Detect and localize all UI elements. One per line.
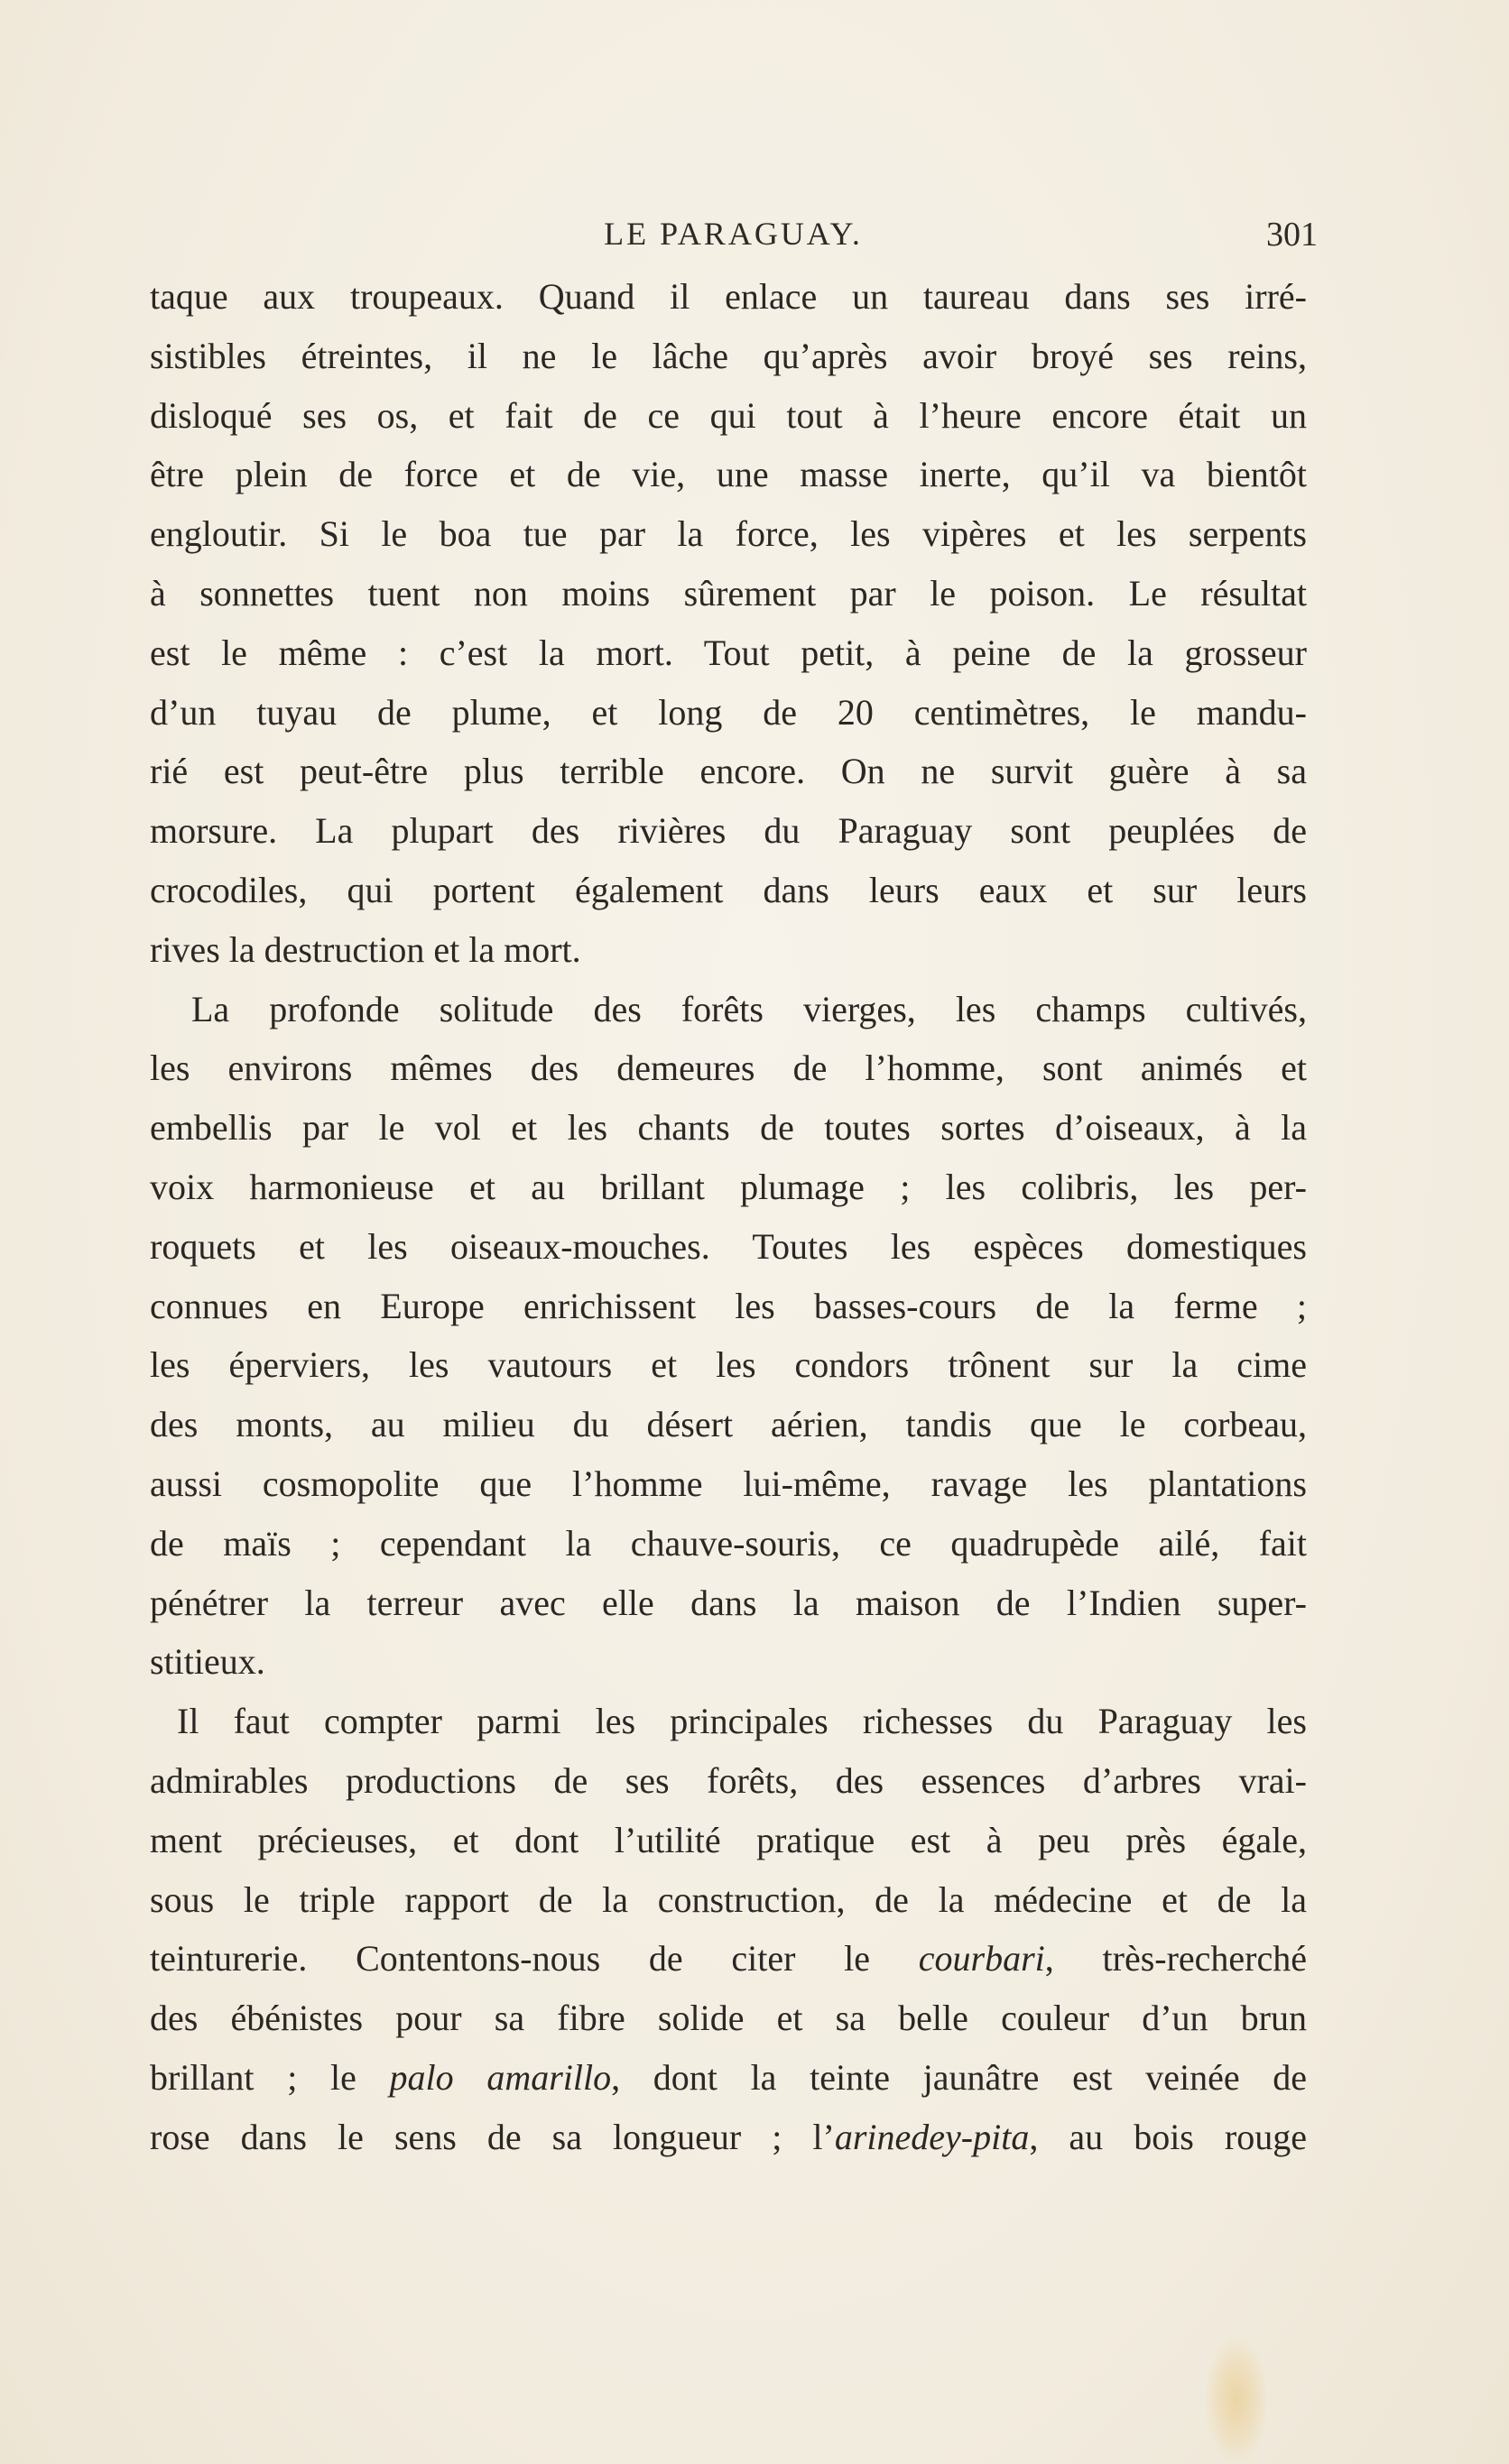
italic-term: arinedey-pita [834, 2116, 1030, 2157]
text-line: voix harmonieuse et au brillant plumage ; les colibris, les per- [150, 1166, 1307, 1207]
text-line: morsure. La plupart des rivières du Paraguay sont peuplées de [150, 810, 1307, 852]
text-line: les éperviers, les vautours et les condors trônent sur la cime [150, 1344, 1307, 1386]
text-line: taque aux troupeaux. Quand il enlace un taureau dans ses irré- [150, 276, 1307, 317]
text-line: aussi cosmopolite que l’homme lui-même, ravage les plantations [150, 1463, 1307, 1504]
text-line: rives la destruction et la mort. [150, 928, 581, 970]
text-line: rié est peut-être plus terrible encore. On ne survit guère à sa [150, 751, 1307, 792]
text-line: pénétrer la terreur avec elle dans la maison de l’Indien super- [150, 1582, 1307, 1623]
paper-stain [1205, 2337, 1268, 2463]
text-line: Il faut compter parmi les principales richesses du Paraguay les [177, 1701, 1307, 1742]
text-line: à sonnettes tuent non moins sûrement par le poison. Le résultat [150, 572, 1307, 614]
text-line: sous le triple rapport de la construction, de la médecine et de la [150, 1878, 1307, 1920]
text-line [150, 2048, 1307, 2108]
text-line: des monts, au milieu du désert aérien, tandis que le corbeau, [150, 1404, 1307, 1445]
text-line: des ébénistes pour sa fibre solide et sa belle couleur d’un brun [150, 1998, 1307, 2039]
running-title: LE PARAGUAY. [604, 216, 863, 252]
page-number: 301 [1266, 216, 1318, 254]
body-text [150, 267, 1307, 2167]
text-segment: rose dans le sens de sa longueur ; l’ [150, 2116, 835, 2157]
text-line: crocodiles, qui portent également dans leurs eaux et sur leurs [150, 869, 1307, 910]
text-line: embellis par le vol et les chants de toutes sortes d’oiseaux, à la [150, 1107, 1307, 1149]
text-line: connues en Europe enrichissent les basses-cours de la ferme ; [150, 1285, 1307, 1326]
text-line [150, 1929, 1307, 1989]
text-segment: brillant ; le [150, 2056, 390, 2098]
text-line: admirables productions de ses forêts, des essences d’arbres vrai- [150, 1759, 1307, 1801]
running-head [149, 215, 1318, 260]
text-line: ment précieuses, et dont l’utilité pratique est à peu près égale, [150, 1819, 1307, 1860]
text-line: de maïs ; cependant la chauve-souris, ce quadrupède ailé, fait [150, 1522, 1307, 1564]
italic-term: palo amarillo [389, 2056, 612, 2098]
text-line: roquets et les oiseaux-mouches. Toutes les espèces domestiques [150, 1225, 1307, 1267]
text-line: La profonde solitude des forêts vierges, les champs cultivés, [191, 988, 1307, 1029]
text-line: engloutir. Si le boa tue par la force, les vipères et les serpents [150, 513, 1307, 555]
text-segment: teinturerie. Contentons-nous de citer le [150, 1938, 919, 1980]
text-line: sistibles étreintes, il ne le lâche qu’après avoir broyé ses reins, [150, 335, 1307, 376]
italic-term: courbari [918, 1938, 1045, 1980]
text-line: d’un tuyau de plume, et long de 20 centimètres, le mandu- [150, 691, 1307, 733]
text-line: stitieux. [150, 1641, 265, 1683]
text-line: disloqué ses os, et fait de ce qui tout à l’heure encore était un [150, 394, 1307, 436]
text-line: être plein de force et de vie, une masse inerte, qu’il va bientôt [150, 454, 1307, 495]
text-segment: , dont la teinte jaunâtre est veinée de [611, 2056, 1308, 2098]
text-line: est le même : c’est la mort. Tout petit, à peine de la grosseur [150, 632, 1307, 673]
text-line: les environs mêmes des demeures de l’homme, sont animés et [150, 1047, 1307, 1089]
text-line [150, 2108, 1307, 2167]
text-segment: , très-recherché [1044, 1938, 1307, 1980]
text-segment: , au bois rouge [1029, 2116, 1307, 2157]
